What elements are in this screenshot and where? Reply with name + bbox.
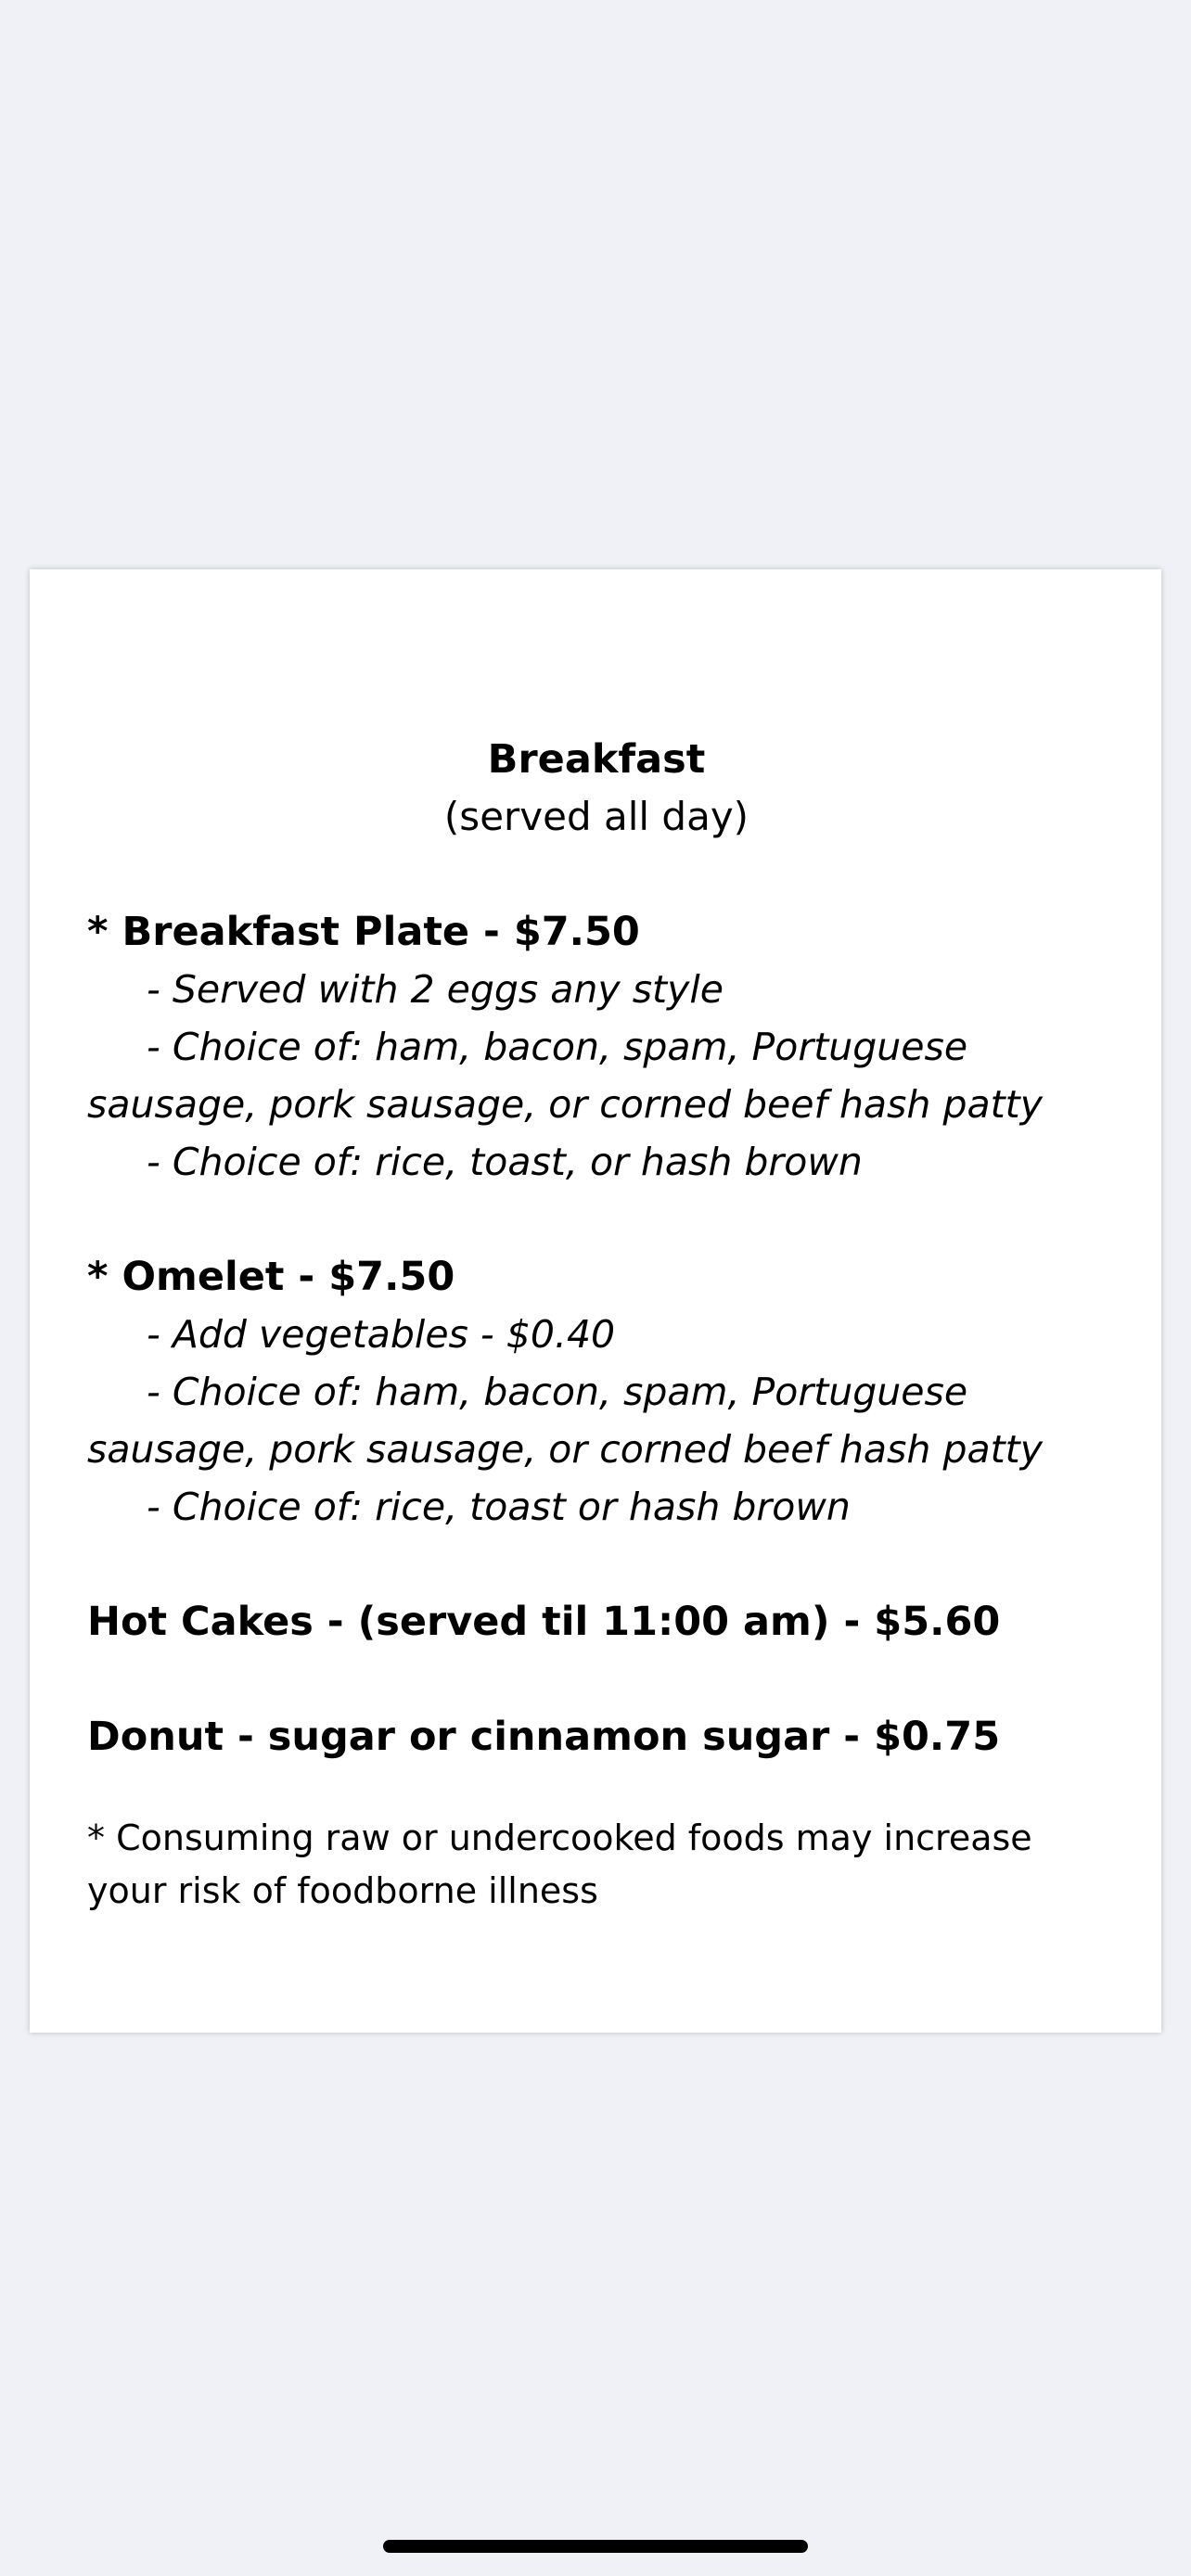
menu-item-donut xyxy=(87,1708,1106,1766)
home-indicator[interactable] xyxy=(383,2540,808,2553)
menu-subtitle: (served all day) xyxy=(443,794,749,839)
menu-item-detail: - Served with 2 eggs any style xyxy=(147,967,724,1012)
menu-item-detail: - Choice of: ham, bacon, spam, Portuguese sausage, pork sausage, or corned beef hash patty xyxy=(87,1370,1044,1472)
menu-item-detail: - Choice of: rice, toast, or hash brown xyxy=(147,1140,863,1184)
menu-item-heading: * Breakfast Plate - $7.50 xyxy=(87,909,640,955)
menu-item-omelet xyxy=(87,1248,1106,1536)
menu-document-page xyxy=(30,569,1161,2033)
menu-item-heading: Donut - sugar or cinnamon sugar - $0.75 xyxy=(87,1714,1001,1760)
menu-item-hot-cakes xyxy=(87,1593,1106,1651)
menu-title: Breakfast xyxy=(487,736,706,783)
menu-item-heading: Hot Cakes - (served til 11:00 am) - $5.60 xyxy=(87,1599,1001,1645)
menu-item-detail: - Choice of: ham, bacon, spam, Portuguese sausage, pork sausage, or corned beef hash patty xyxy=(87,1025,1044,1127)
menu-footnote: * Consuming raw or undercooked foods may increase your risk of foodborne illness xyxy=(87,1817,1032,1911)
menu-item-breakfast-plate xyxy=(87,903,1106,1191)
menu-item-heading: * Omelet - $7.50 xyxy=(87,1254,455,1300)
menu-item-detail: - Choice of: rice, toast or hash brown xyxy=(147,1485,851,1529)
menu-item-detail: - Add vegetables - $0.40 xyxy=(147,1312,616,1357)
